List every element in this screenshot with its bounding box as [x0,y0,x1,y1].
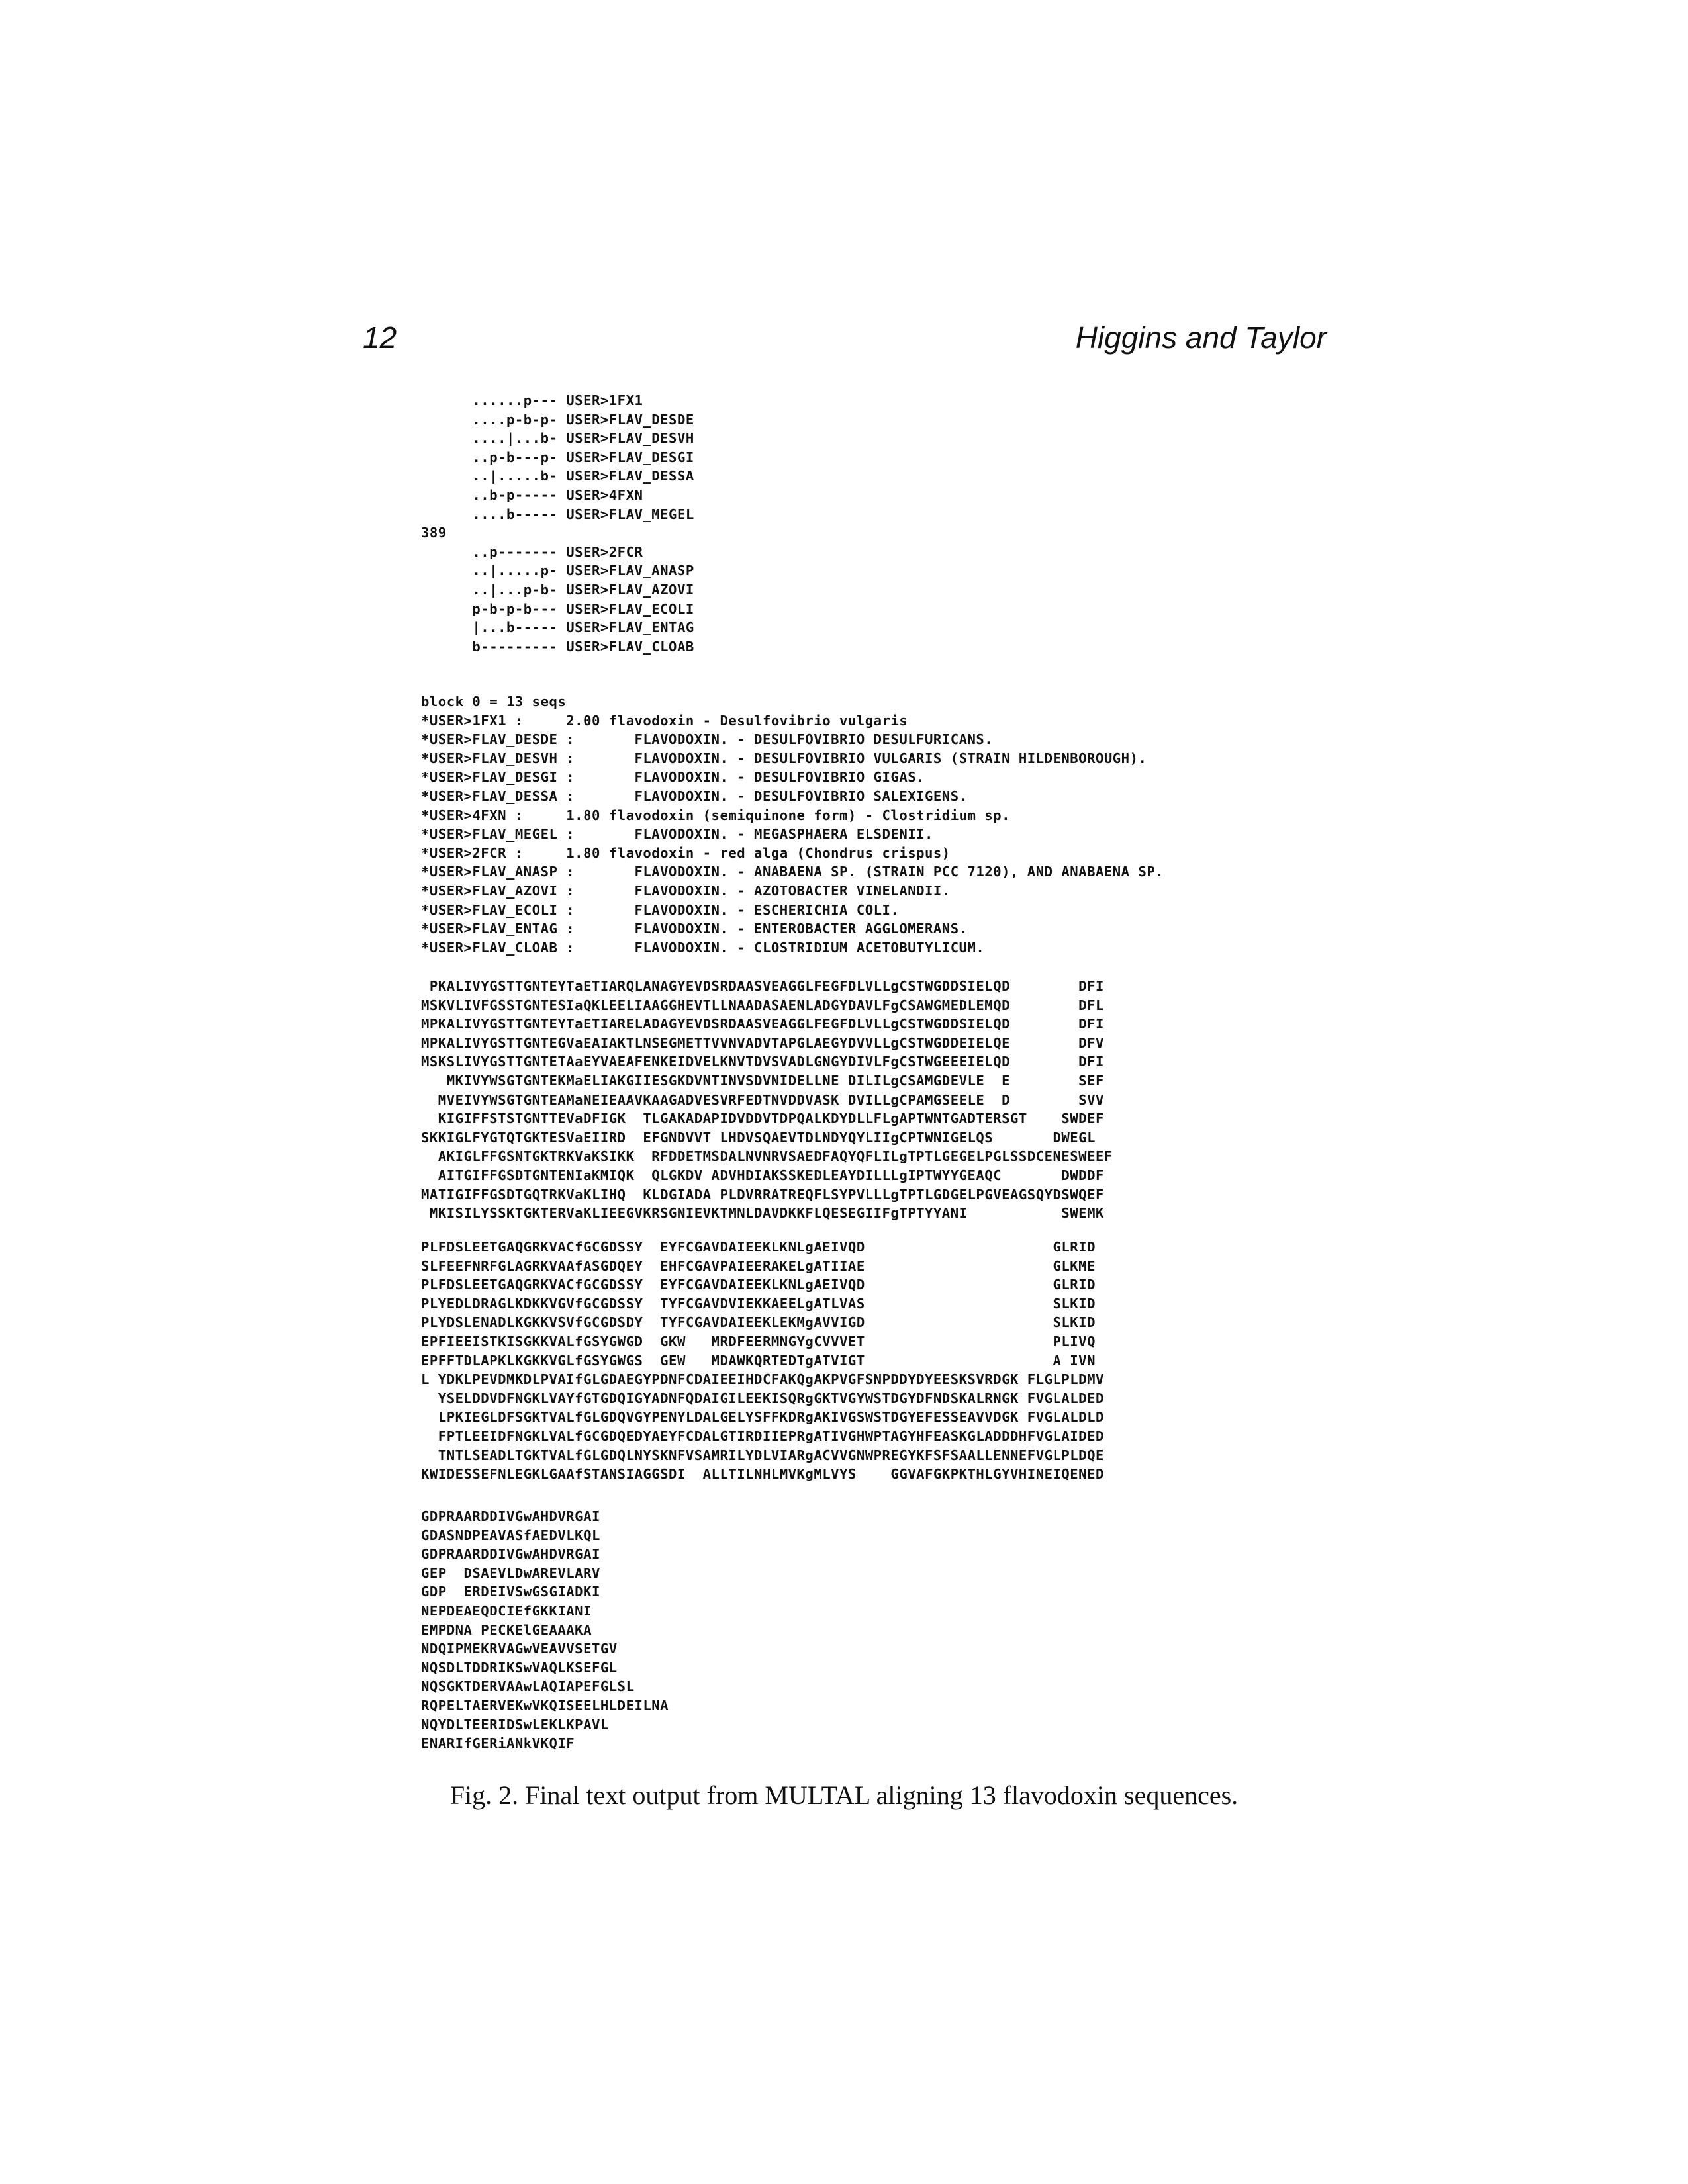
alignment-block-2: PLFDSLEETGAQGRKVACfGCGDSSY EYFCGAVDAIEEKLKNLgAEIVQD GLRID SLFEEFNRFGLAGRKVAAfASGDQEY EHFCGAVPAIEERAKELgATIIAE GLKME PLFDSLEETGAQGRKVACfGCGDSSY EYFCGAVDAIEEKLKNLgAEIVQD GLRID PLYEDLDRAGLKDKKVGVfGCGDSSY TYFCGAVDVIEKKAEELgATLVAS SLKID PLYDSLENADLKGKKVSVfGCGDSDY TYFCGAVDAIEEKLEKMgAVVIGD SLKID EPFIEEISTKISGKKVALfGSYGWGD GKW MRDFEERMNGYgCVVVET PLIVQ EPFFTDLAPKLKGKKVGLfGSYGWGS GEW MDAWKQRTEDTgATVIGT A IVN L YDKLPEVDMKDLPVAIfGLGDAEGYPDNFCDAIEEIHDCFAKQgAKPVGFSNPDDYDYEESKSVRDGK FLGLPLDMV YSELDDVDFNGKLVAYfGTGDQIGYADNFQDAIGILEEKISQRgGKTVGYWSTDGYDFNDSKALRNGK FVGLALDED LPKIEGLDFSGKTVALfGLGDQVGYPENYLDALGELYSFFKDRgAKIVGSWSTDGYEFESSEAVVDGK FVGLALDLD FPTLEEIDFNGKLVALfGCGDQEDYAEYFCDALGTIRDIIEPRgATIVGHWPTAGYHFEASKGLADDDHFVGLAIDED TNTLSEADLTGKTVALfGLGDQLNYSKNFVSAMRILYDLVIARgACVVGNWPREGYKFSFSAALLENNEFVGLPLDQE KWIDESSEFNLEGKLGAAfSTANSIAGGSDI ALLTILNHLMVKgMLVYS GGVAFGKPKTHLGYVHINEIQENED [421,1239,1104,1482]
figure-caption: Fig. 2. Final text output from MULTAL aligning 13 flavodoxin sequences. [449,1780,1239,1810]
alignment-block-3: GDPRAARDDIVGwAHDVRGAI GDASNDPEAVASfAEDVLKQL GDPRAARDDIVGwAHDVRGAI GEP DSAEVLDwAREVLARV GDP ERDEIVSwGSGIADKI NEPDEAEQDCIEfGKKIANI EMPDNA PECKElGEAAAKA NDQIPMEKRVAGwVEAVVSETGV NQSDLTDDRIKSwVAQLKSEFGL NQSGKTDERVAAwLAQIAPEFGLSL RQPELTAERVEKwVKQISEELHLDEILNA NQYDLTEERIDSwLEKLKPAVL ENARIfGERiANkVKQIF [421,1508,669,1752]
page-number: 12 [363,320,397,355]
alignment-block-1: PKALIVYGSTTGNTEYTaETIARQLANAGYEVDSRDAASVEAGGLFEGFDLVLLgCSTWGDDSIELQD DFI MSKVLIVFGSSTGNTESIaQKLEELIAAGGHEVTLLNAADASAENLADGYDAVLFgCSAWGMEDLEMQD DFL MPKALIVYGSTTGNTEYTaETIARELADAGYEVDSRDAASVEAGGLFEGFDLVLLgCSTWGDDSIELQD DFI MPKALIVYGSTTGNTEGVaEAIAKTLNSEGMETTVVNVADVTAPGLAEGYDVVLLgCSTWGDDEIELQE DFV MSKSLIVYGSTTGNTETAaEYVAEAFENKEIDVELKNVTDVSVADLGNGYDIVLFgCSTWGEEEIELQD DFI MKIVYWSGTGNTEKMaELIAKGIIESGKDVNTINVSDVNIDELLNE DILILgCSAMGDEVLE E SEF MVEIVYWSGTGNTEAMaNEIEAAVKAAGADVESVRFEDTNVDDVASK DVILLgCPAMGSEELE D SVV KIGIFFSTSTGNTTEVaDFIGK TLGAKADAPIDVDDVTDPQALKDYDLLFLgAPTWNTGADTERSGT SWDEF SKKIGLFYGTQTGKTESVaEIIRD EFGNDVVT LHDVSQAEVTDLNDYQYLIIgCPTWNIGELQS DWEGL AKIGLFFGSNTGKTRKVaKSIKK RFDDETMSDALNVNRVSAEDFAQYQFLILgTPTLGEGELPGLSSDCENESWEEF AITGIFFGSDTGNTENIaKMIQK QLGKDV ADVHDIAKSSKEDLEAYDILLLgIPTWYYGEAQC DWDDF MATIGIFFGSDTGQTRKVaKLIHQ KLDGIADA PLDVRRATREQFLSYPVLLLgTPTLGDGELPGVEAGSQYDSWQEF MKISILYSSKTGKTERVaKLIEEGVKRSGNIEVKTMNLDAVDKKFLQESEGIIFgTPTYYANI SWEMK [421,978,1113,1222]
sequence-list: block 0 = 13 seqs *USER>1FX1 : 2.00 flavodoxin - Desulfovibrio vulgaris *USER>FLAV_DESDE : FLAVODOXIN. - DESULFOVIBRIO DESULFURICANS. *USER>FLAV_DESVH : FLAVODOXIN. - DESULFOVIBRIO VULGARIS (STRAIN HILDENBOROUGH). *USER>FLAV_DESGI : FLAVODOXIN. - DESULFOVIBRIO GIGAS. *USER>FLAV_DESSA : FLAVODOXIN. - DESULFOVIBRIO SALEXIGENS. *USER>4FXN : 1.80 flavodoxin (semiquinone form) - Clostridium sp. *USER>FLAV_MEGEL : FLAVODOXIN. - MEGASPHAERA ELSDENII. *USER>2FCR : 1.80 flavodoxin - red alga (Chondrus crispus) *USER>FLAV_ANASP : FLAVODOXIN. - ANABAENA SP. (STRAIN PCC 7120), AND ANABAENA SP. *USER>FLAV_AZOVI : FLAVODOXIN. - AZOTOBACTER VINELANDII. *USER>FLAV_ECOLI : FLAVODOXIN. - ESCHERICHIA COLI. *USER>FLAV_ENTAG : FLAVODOXIN. - ENTEROBACTER AGGLOMERANS. *USER>FLAV_CLOAB : FLAVODOXIN. - CLOSTRIDIUM ACETOBUTYLICUM. [421,694,1164,956]
running-head: Higgins and Taylor [1075,320,1327,355]
dendrogram-text: ......p--- USER>1FX1 ....p-b-p- USER>FLAV_DESDE ....|...b- USER>FLAV_DESVH ..p-b---p- USER>FLAV_DESGI ..|.....b- USER>FLAV_DESSA ..b-p----- USER>4FXN ....b----- USER>FLAV_MEGEL 389 ..p------- USER>2FCR ..|.....p- USER>FLAV_ANASP ..|...p-b- USER>FLAV_AZOVI p-b-p-b--- USER>FLAV_ECOLI |...b----- USER>FLAV_ENTAG b--------- USER>FLAV_CLOAB [421,392,694,655]
